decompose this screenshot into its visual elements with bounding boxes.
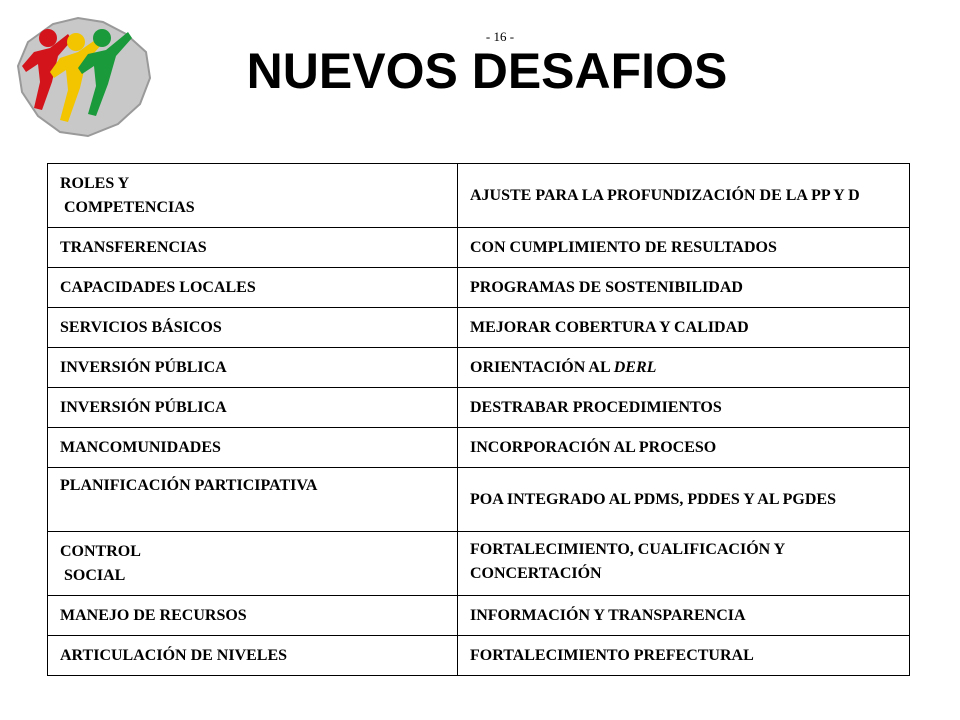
area-cell: MANEJO DE RECURSOS	[48, 596, 458, 636]
page-title: NUEVOS DESAFIOS	[246, 43, 728, 99]
area-label: SOCIAL	[64, 566, 126, 584]
challenge-cell: POA INTEGRADO AL PDMS, PDDES Y AL PGDES	[458, 468, 910, 532]
table-row	[48, 596, 910, 636]
table-row	[48, 468, 910, 532]
challenge-cell: CON CUMPLIMIENTO DE RESULTADOS	[458, 228, 910, 268]
area-cell	[48, 164, 458, 228]
area-cell: ARTICULACIÓN DE NIVELES	[48, 636, 458, 676]
challenge-cell: FORTALECIMIENTO PREFECTURAL	[458, 636, 910, 676]
challenge-cell: AJUSTE PARA LA PROFUNDIZACIÓN DE LA PP Y D	[458, 164, 910, 228]
area-label: CONTROL	[60, 542, 141, 560]
challenge-cell	[458, 348, 910, 388]
area-cell: SERVICIOS BÁSICOS	[48, 308, 458, 348]
area-cell: TRANSFERENCIAS	[48, 228, 458, 268]
challenge-text-italic: DERL	[613, 358, 657, 376]
table-row	[48, 348, 910, 388]
challenge-cell: DESTRABAR PROCEDIMIENTOS	[458, 388, 910, 428]
area-label: COMPETENCIAS	[64, 198, 195, 216]
challenge-cell: FORTALECIMIENTO, CUALIFICACIÓN Y CONCERTACIÓN	[458, 532, 910, 596]
area-cell: INVERSIÓN PÚBLICA	[48, 388, 458, 428]
table-row	[48, 228, 910, 268]
challenge-cell: MEJORAR COBERTURA Y CALIDAD	[458, 308, 910, 348]
area-cell	[48, 532, 458, 596]
table-row	[48, 388, 910, 428]
challenge-cell: INFORMACIÓN Y TRANSPARENCIA	[458, 596, 910, 636]
challenges-table	[47, 163, 910, 676]
table-row	[48, 428, 910, 468]
area-cell: PLANIFICACIÓN PARTICIPATIVA	[48, 468, 458, 532]
table-row	[48, 636, 910, 676]
area-cell: INVERSIÓN PÚBLICA	[48, 348, 458, 388]
challenge-text: ORIENTACIÓN AL	[470, 358, 614, 376]
area-cell: MANCOMUNIDADES	[48, 428, 458, 468]
table-row	[48, 308, 910, 348]
area-label: ROLES Y	[60, 174, 130, 192]
table-row	[48, 532, 910, 596]
table-row	[48, 164, 910, 228]
challenge-cell: INCORPORACIÓN AL PROCESO	[458, 428, 910, 468]
area-cell: CAPACIDADES LOCALES	[48, 268, 458, 308]
table-row	[48, 268, 910, 308]
page-number: - 16 -	[485, 29, 515, 44]
challenge-cell: PROGRAMAS DE SOSTENIBILIDAD	[458, 268, 910, 308]
